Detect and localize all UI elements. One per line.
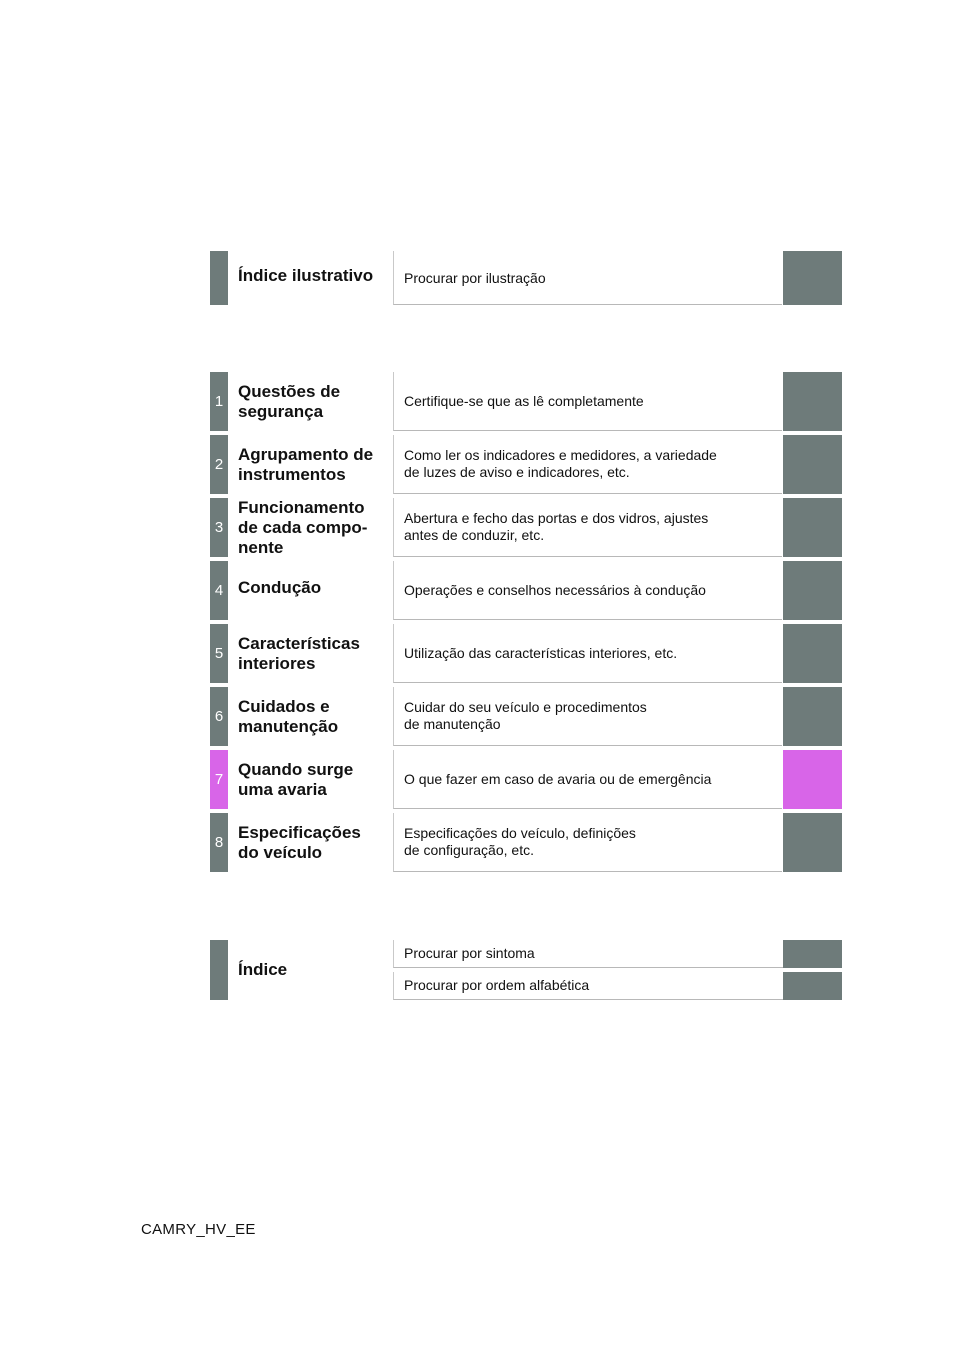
index-symptom-item[interactable] [393, 940, 842, 968]
chapter-title: Características interiores [238, 633, 360, 673]
chapter-desc: Cuidar do seu veículo e procedimentos de manutenção [393, 687, 782, 746]
chapter-number: 5 [210, 624, 228, 683]
row-marker [210, 251, 228, 305]
chapter-tab[interactable] [783, 687, 842, 746]
chapter-row-6[interactable] [210, 687, 842, 746]
chapter-title: Cuidados e manutenção [238, 696, 339, 736]
chapter-desc: Abertura e fecho das portas e dos vidros, ajustes antes de conduzir, etc. [393, 498, 782, 557]
chapter-row-7[interactable] [210, 750, 842, 809]
chapter-desc: Certifique-se que as lê completamente [393, 372, 782, 431]
row-marker [210, 940, 228, 1000]
chapter-row-2[interactable] [210, 435, 842, 494]
index-alphabetical-tab[interactable] [783, 972, 842, 1000]
chapter-tab[interactable] [783, 561, 842, 620]
chapter-row-8[interactable] [210, 813, 842, 872]
chapter-tab[interactable] [783, 624, 842, 683]
illustrated-index-title: Índice ilustrativo [238, 266, 374, 285]
chapter-title: Questões de segurança [238, 381, 341, 421]
chapter-title: Especificações do veículo [238, 822, 361, 862]
chapter-number: 4 [210, 561, 228, 620]
chapter-desc: Como ler os indicadores e medidores, a variedade de luzes de aviso e indicadores, etc. [393, 435, 782, 494]
chapter-row-3[interactable] [210, 498, 842, 557]
index-symptom-label: Procurar por sintoma [393, 940, 783, 968]
chapter-number: 7 [210, 750, 228, 809]
chapter-number: 3 [210, 498, 228, 557]
chapter-desc: Operações e conselhos necessários à condução [393, 561, 782, 620]
index-title: Índice [238, 960, 288, 979]
chapter-number: 6 [210, 687, 228, 746]
illustrated-index-row[interactable] [210, 251, 842, 305]
chapter-number: 2 [210, 435, 228, 494]
chapter-title: Quando surge uma avaria [238, 759, 354, 799]
chapter-title: Funcionamento de cada compo- nente [238, 497, 368, 557]
illustrated-index-tab[interactable] [783, 251, 842, 305]
chapter-desc: O que fazer em caso de avaria ou de emergência [393, 750, 782, 809]
index-alphabetical-item[interactable] [393, 972, 842, 1000]
index-symptom-tab[interactable] [783, 940, 842, 968]
index-alphabetical-label: Procurar por ordem alfabética [393, 972, 783, 1000]
illustrated-index-desc: Procurar por ilustração [393, 251, 782, 305]
chapter-row-1[interactable] [210, 372, 842, 431]
chapter-number: 8 [210, 813, 228, 872]
chapter-row-4[interactable] [210, 561, 842, 620]
chapter-number: 1 [210, 372, 228, 431]
chapter-tab[interactable] [783, 372, 842, 431]
chapter-tab[interactable] [783, 813, 842, 872]
index-row [210, 940, 842, 1000]
chapter-row-5[interactable] [210, 624, 842, 683]
chapter-tab[interactable] [783, 435, 842, 494]
chapter-tab[interactable] [783, 498, 842, 557]
chapter-desc: Utilização das características interiores, etc. [393, 624, 782, 683]
document-code: CAMRY_HV_EE [141, 1221, 256, 1238]
chapter-desc: Especificações do veículo, definições de configuração, etc. [393, 813, 782, 872]
chapter-title: Agrupamento de instrumentos [238, 444, 374, 484]
chapter-tab[interactable] [783, 750, 842, 809]
chapter-title: Condução [238, 578, 322, 597]
